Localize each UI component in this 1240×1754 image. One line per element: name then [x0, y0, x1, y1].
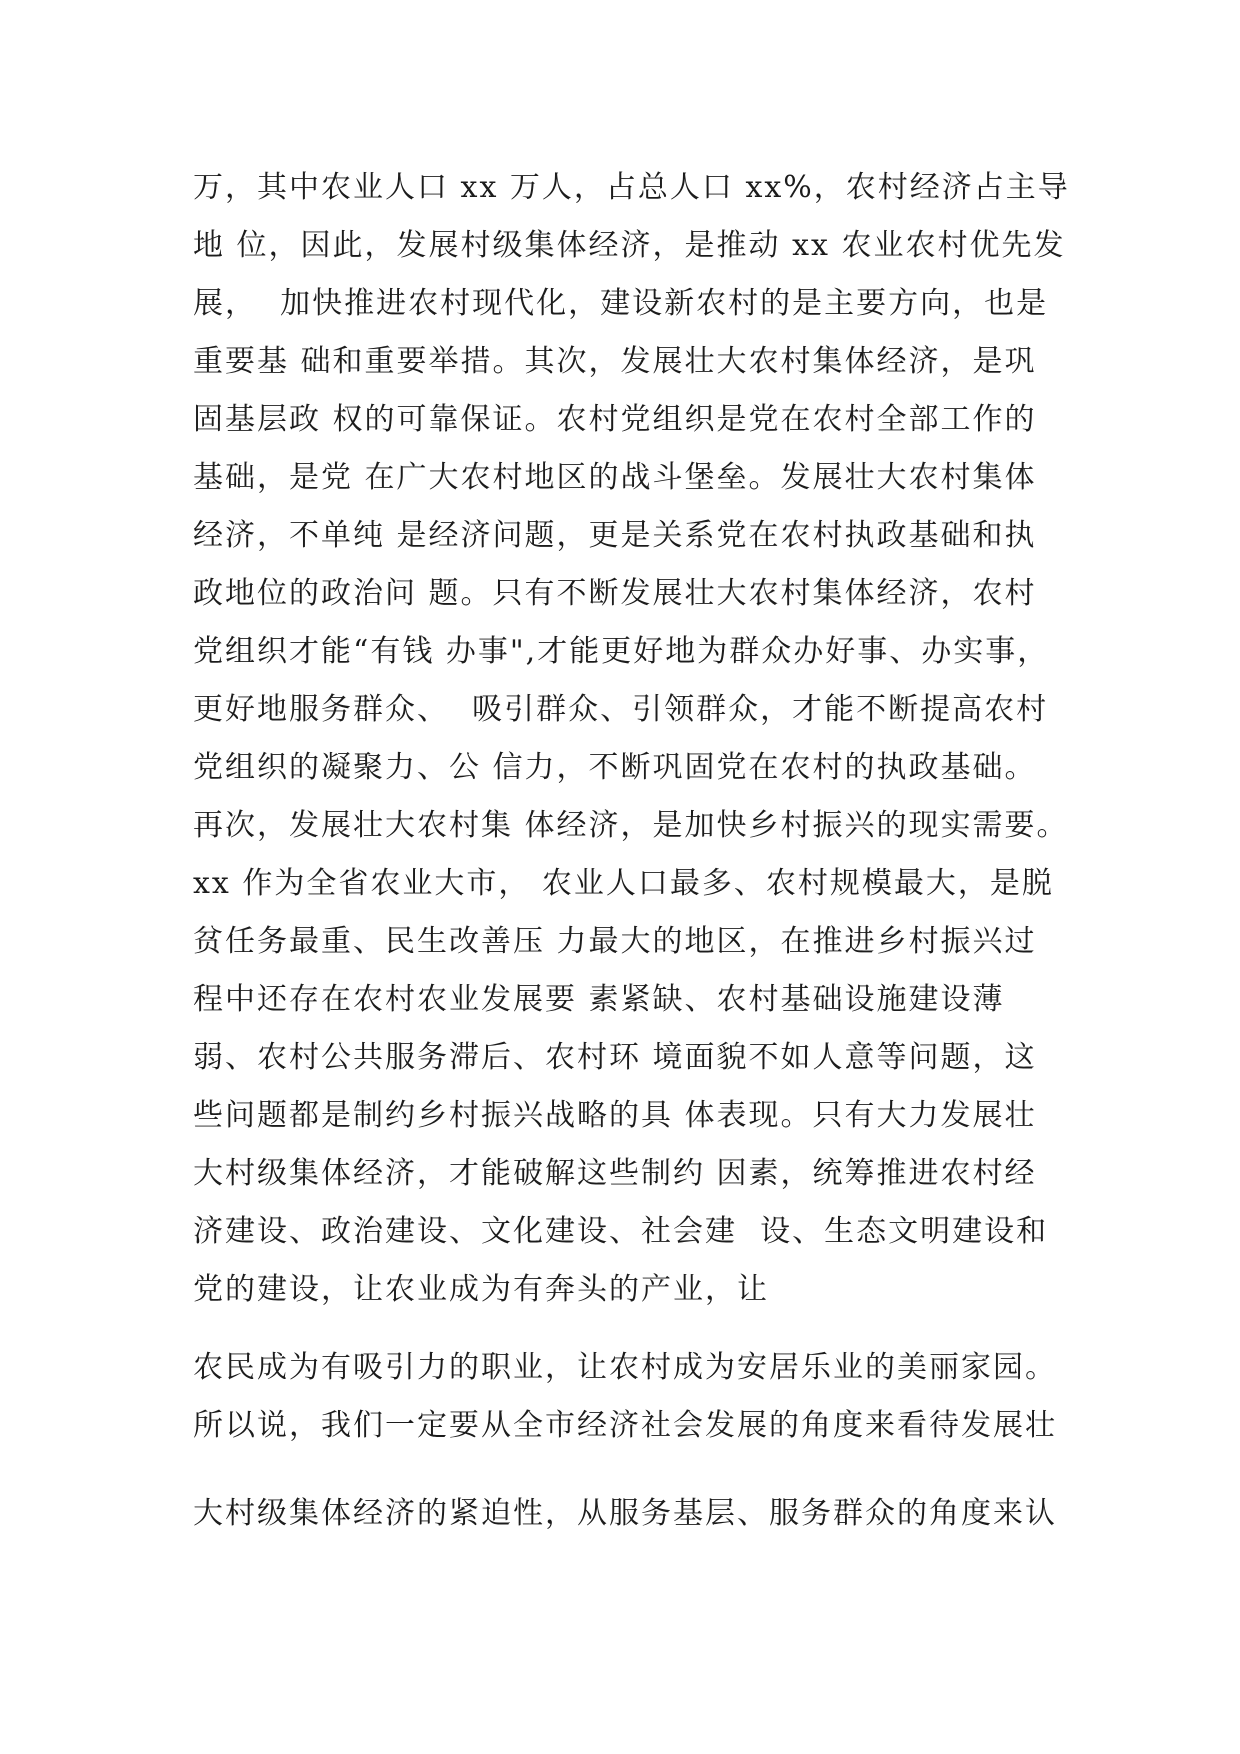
text-line: xx 作为全省农业大市， 农业人口最多、农村规模最大，是脱 — [193, 866, 1054, 901]
text-line: 党的建设，让农业成为有奔头的产业，让 — [193, 1272, 769, 1307]
text-line: 基础，是党 在广大农村地区的战斗堡垒。发展壮大农村集体 — [193, 460, 1037, 495]
text-line: 更好地服务群众、 吸引群众、引领群众，才能不断提高农村 — [193, 692, 1049, 727]
text-line: 程中还存在农村农业发展要 素紧缺、农村基础设施建设薄 — [193, 982, 1005, 1017]
text-line: 大村级集体经济的紧迫性，从服务基层、服务群众的角度来认 — [193, 1496, 1057, 1531]
text-line: 些问题都是制约乡村振兴战略的具 体表现。只有大力发展壮 — [193, 1098, 1037, 1133]
text-line: 所以说，我们一定要从全市经济社会发展的角度来看待发展壮 — [193, 1408, 1057, 1443]
text-line: 党组织的凝聚力、公 信力，不断巩固党在农村的执政基础。 — [193, 750, 1037, 785]
text-line: 弱、农村公共服务滞后、农村环 境面貌不如人意等问题，这 — [193, 1040, 1037, 1075]
text-line: 固基层政 权的可靠保证。农村党组织是党在农村全部工作的 — [193, 402, 1037, 437]
text-line: 再次，发展壮大农村集 体经济，是加快乡村振兴的现实需要。 — [193, 808, 1069, 843]
text-line: 政地位的政治问 题。只有不断发展壮大农村集体经济，农村 — [193, 576, 1037, 611]
text-line: 农民成为有吸引力的职业，让农村成为安居乐业的美丽家园。 — [193, 1350, 1057, 1385]
text-line: 经济，不单纯 是经济问题，更是关系党在农村执政基础和执 — [193, 518, 1037, 553]
text-line: 贫任务最重、民生改善压 力最大的地区，在推进乡村振兴过 — [193, 924, 1037, 959]
text-line: 万，其中农业人口 xx 万人，占总人口 xx%，农村经济占主导 — [193, 170, 1070, 205]
text-line: 重要基 础和重要举措。其次，发展壮大农村集体经济，是巩 — [193, 344, 1037, 379]
text-line: 党组织才能“有钱 办事",才能更好地为群众办好事、办实事， — [193, 634, 1050, 669]
text-line: 大村级集体经济，才能破解这些制约 因素，统筹推进农村经 — [193, 1156, 1037, 1191]
text-line: 济建设、政治建设、文化建设、社会建 设、生态文明建设和 — [193, 1214, 1049, 1249]
text-line: 地 位，因此，发展村级集体经济，是推动 xx 农业农村优先发 — [193, 228, 1066, 263]
text-line: 展， 加快推进农村现代化，建设新农村的是主要方向，也是 — [193, 286, 1049, 321]
